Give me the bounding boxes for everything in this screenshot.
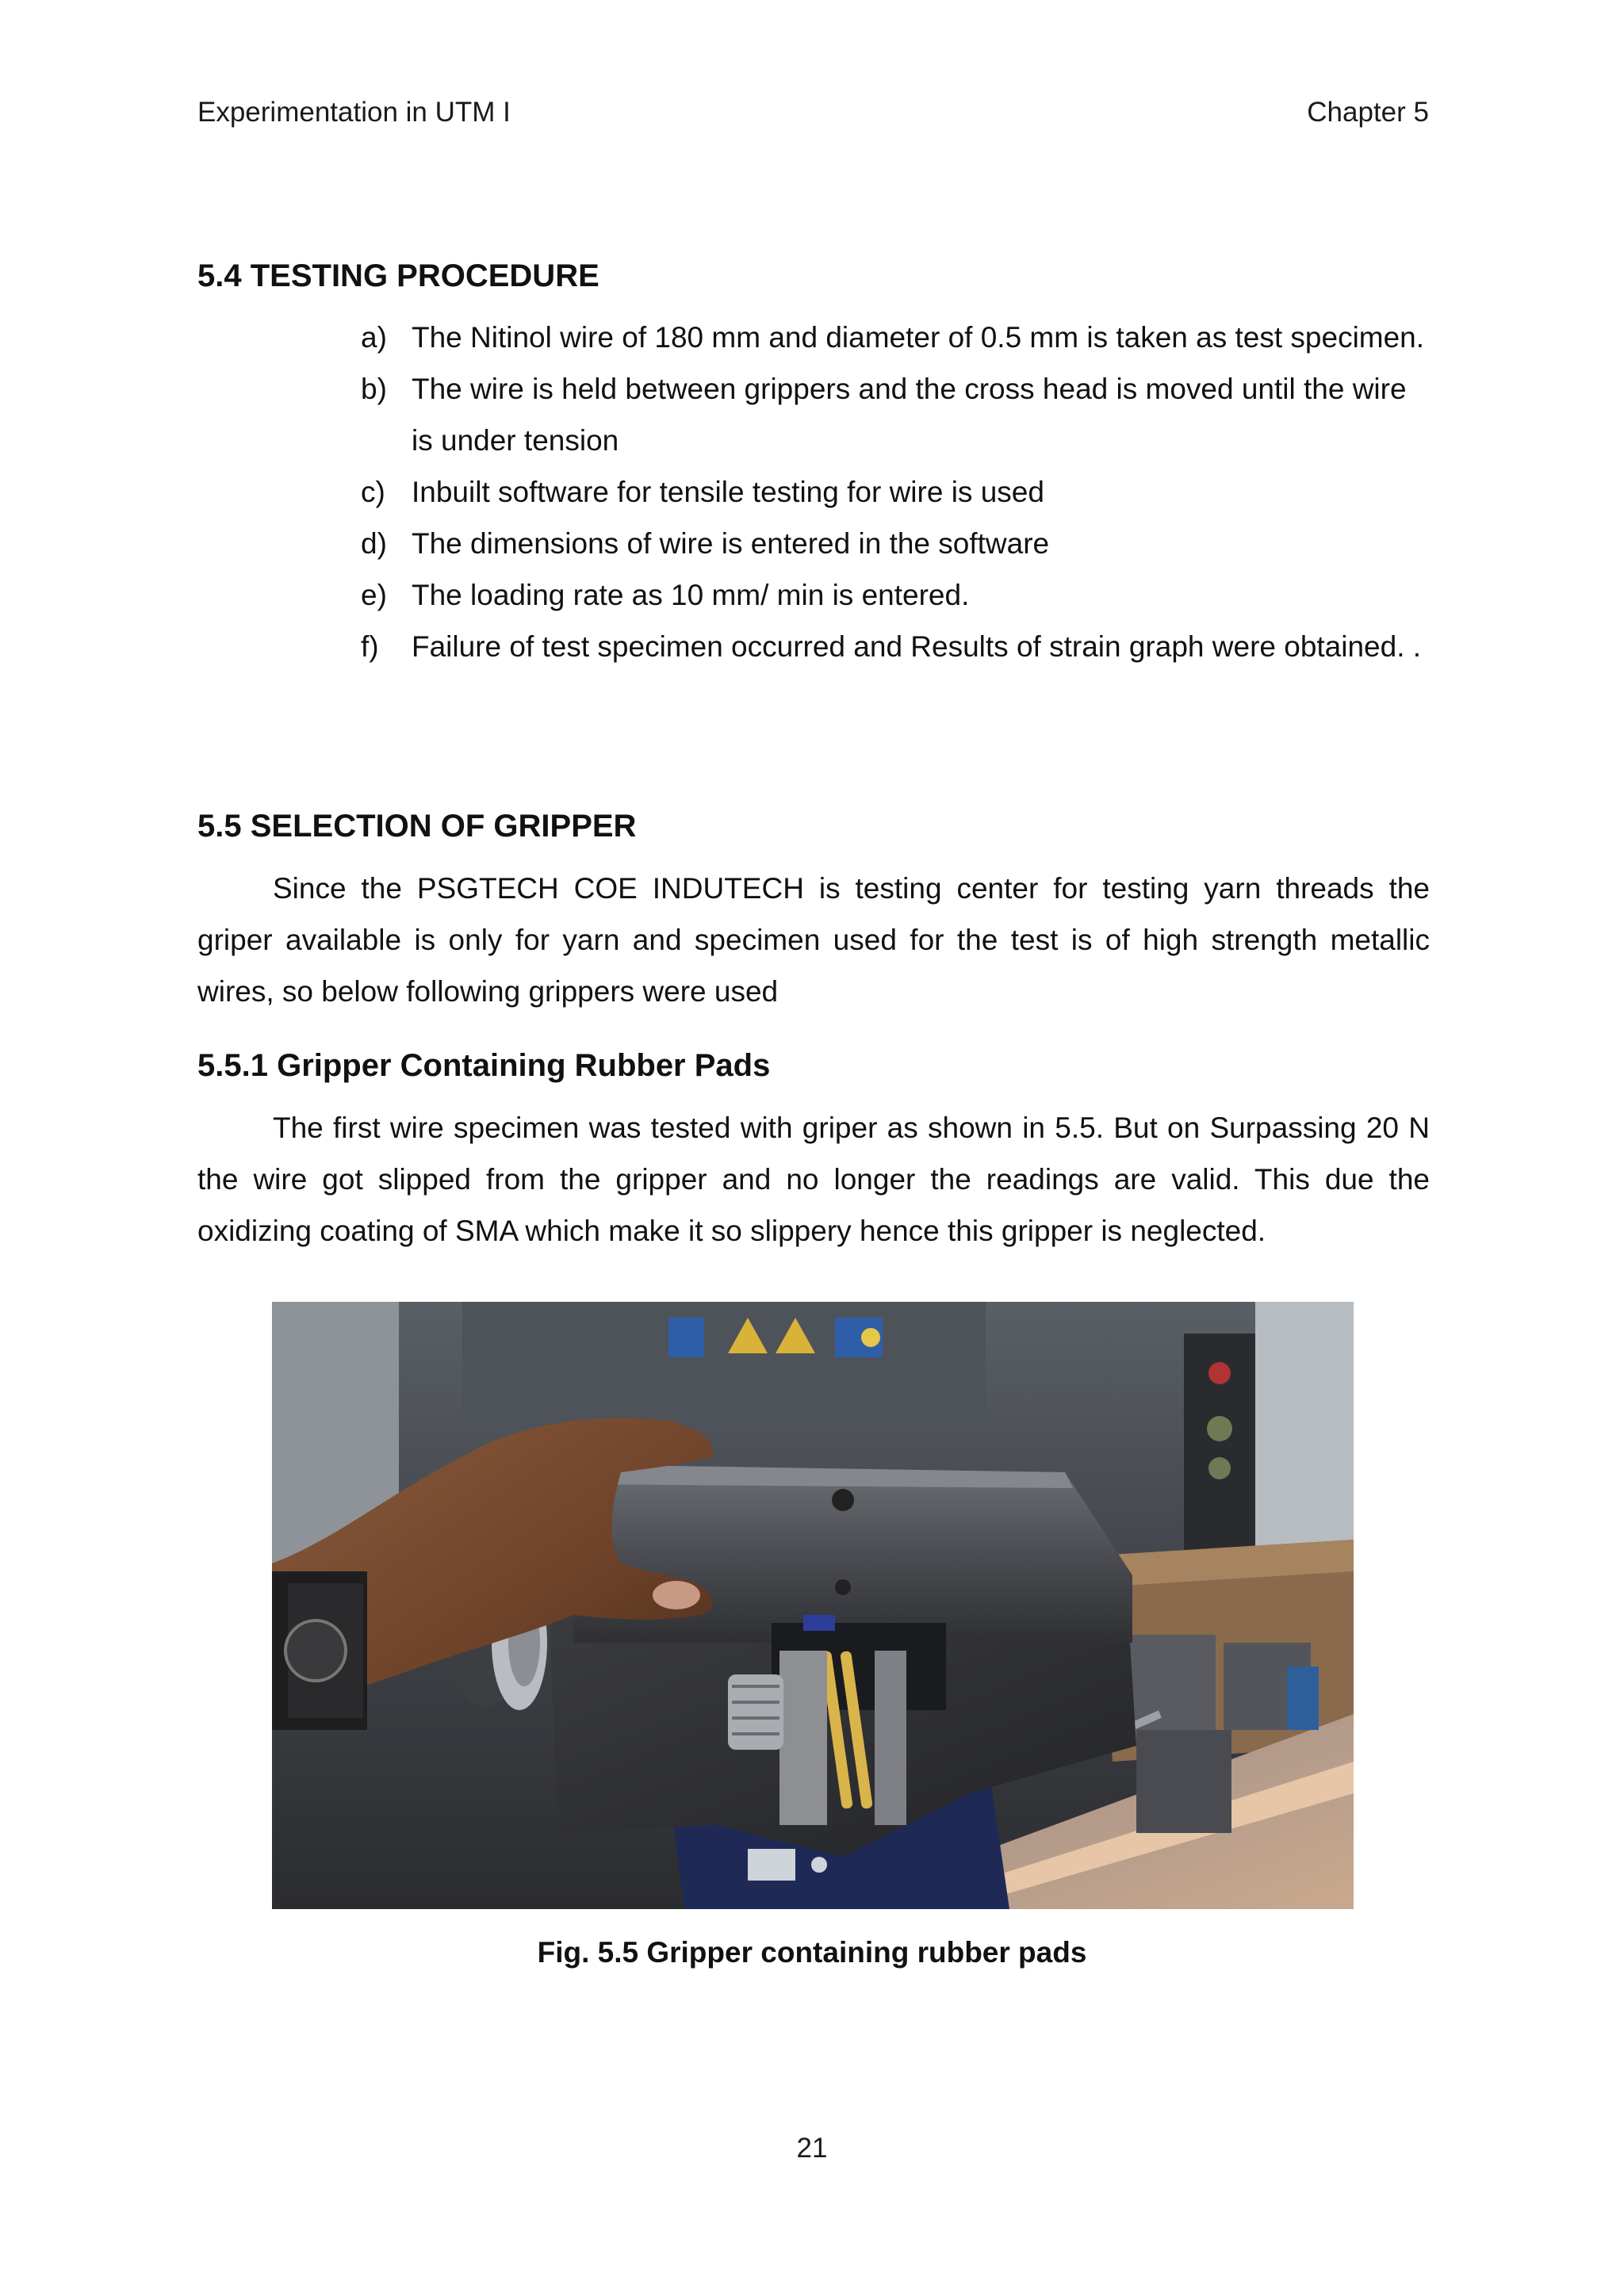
list-item xyxy=(361,518,1431,569)
section-heading-5-5: 5.5 SELECTION OF GRIPPER xyxy=(197,809,637,844)
paragraph-rubber-pads: The first wire specimen was tested with griper as shown in 5.5. But on Surpassing 20 N the wire got slipped from the gripper and no longer the readings are valid. This due the oxidizing coating of SMA which make it so slippery hence this gripper is neglected. xyxy=(197,1112,1430,1247)
list-item xyxy=(361,363,1431,466)
list-text: Failure of test specimen occurred and Results of strain graph were obtained. . xyxy=(412,630,1422,663)
list-marker: a) xyxy=(361,321,387,354)
running-header xyxy=(197,97,1429,128)
list-item xyxy=(361,312,1431,363)
list-marker: c) xyxy=(361,476,385,508)
list-text: The wire is held between grippers and the cross head is moved until the wire is under tension xyxy=(412,373,1407,457)
list-text: The Nitinol wire of 180 mm and diameter of 0.5 mm is taken as test specimen. xyxy=(412,321,1425,354)
list-text: The dimensions of wire is entered in the software xyxy=(412,527,1050,560)
list-item xyxy=(361,569,1431,621)
list-marker: d) xyxy=(361,527,387,560)
figure-gripper-photo xyxy=(272,1302,1354,1909)
figure-caption: Fig. 5.5 Gripper containing rubber pads xyxy=(537,1936,1087,1969)
section-heading-5-5-1: 5.5.1 Gripper Containing Rubber Pads xyxy=(197,1048,771,1083)
list-marker: e) xyxy=(361,579,387,611)
list-marker: f) xyxy=(361,630,379,663)
testing-procedure-list xyxy=(361,312,1431,672)
list-marker: b) xyxy=(361,373,387,405)
header-title: Experimentation in UTM I xyxy=(197,97,511,128)
list-text: The loading rate as 10 mm/ min is entered. xyxy=(412,579,970,611)
list-item xyxy=(361,621,1431,672)
header-chapter: Chapter 5 xyxy=(1307,97,1429,128)
section-heading-5-4: 5.4 TESTING PROCEDURE xyxy=(197,258,599,293)
paragraph-selection-of-gripper: Since the PSGTECH COE INDUTECH is testing center for testing yarn threads the griper available is only for yarn and specimen used for the test is of high strength metallic wires, so below following grippers were used xyxy=(197,872,1430,1008)
page-number: 21 xyxy=(796,2133,828,2164)
list-text: Inbuilt software for tensile testing for wire is used xyxy=(412,476,1044,508)
list-item xyxy=(361,466,1431,518)
gripper-photo xyxy=(272,1302,1354,1909)
